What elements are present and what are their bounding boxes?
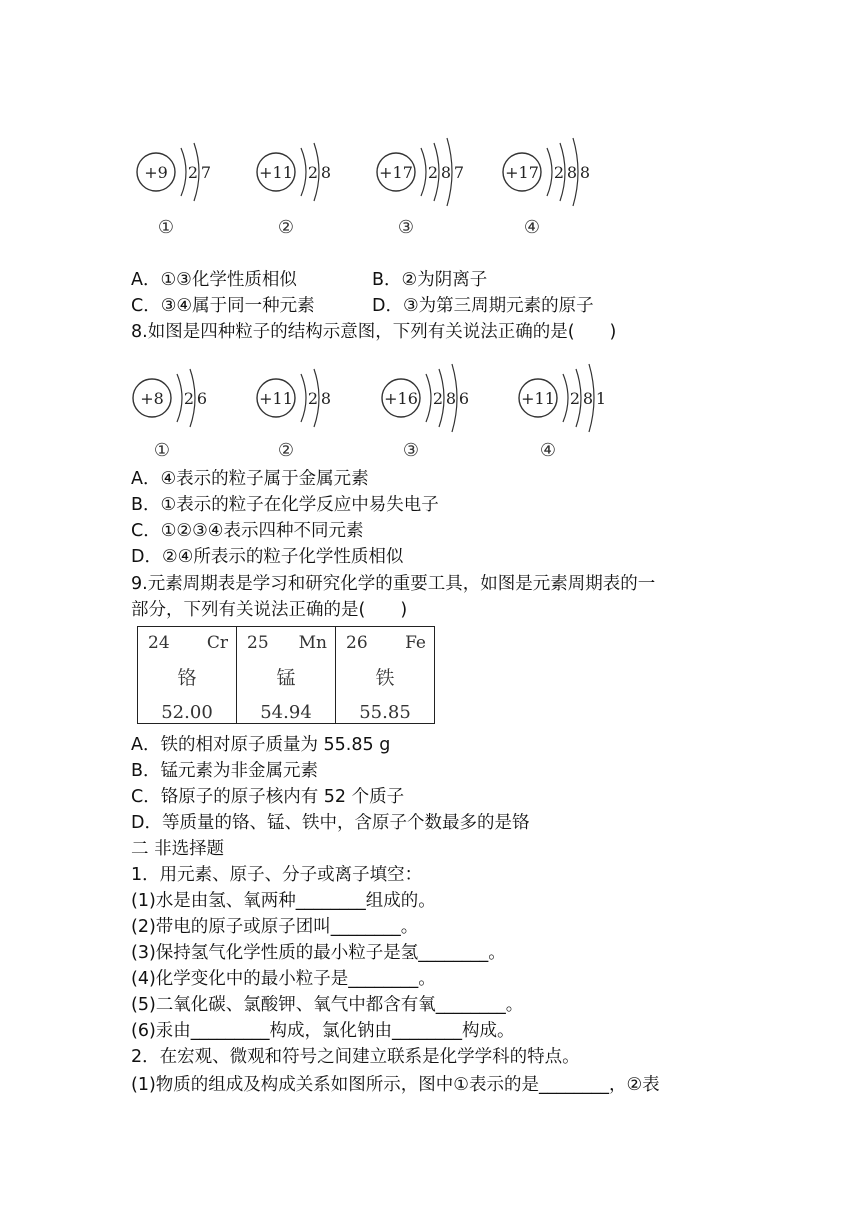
- shell-electron-count: 2: [432, 389, 444, 408]
- p1-item-2: (2)带电的原子或原子团叫________。: [131, 917, 419, 937]
- element-number: 26: [346, 633, 368, 653]
- nucleus-charge: +17: [379, 163, 413, 182]
- electron-shell-arc: [301, 374, 306, 422]
- diagram-label: ④: [539, 440, 557, 461]
- atom-diagram: [382, 364, 469, 461]
- shell-electron-count: 2: [553, 163, 565, 182]
- q7-atom-diagrams: [120, 125, 640, 245]
- periodic-table-fragment: [137, 626, 435, 724]
- diagram-label: ②: [277, 217, 295, 238]
- element-name: 锰: [276, 667, 296, 689]
- shell-electron-count: 2: [183, 389, 195, 408]
- p1-item-1: (1)水是由氢、氧两种________组成的。: [131, 891, 436, 911]
- nucleus-charge: +9: [144, 163, 168, 182]
- p1-item-6: (6)汞由_________构成，氯化钠由________构成。: [131, 1021, 515, 1041]
- q9-option-b[interactable]: B．锰元素为非金属元素: [131, 761, 319, 781]
- section-heading: 二 非选择题: [131, 839, 225, 859]
- atom-diagram: [257, 369, 331, 461]
- q8-option-b[interactable]: B．①表示的粒子在化学反应中易失电子: [131, 495, 439, 515]
- electron-shell-arc: [547, 148, 552, 196]
- shell-electron-count: 8: [320, 163, 332, 182]
- atom-diagram: [257, 143, 331, 238]
- electron-shell-arc: [177, 374, 182, 422]
- electron-shell-arc: [181, 148, 186, 196]
- element-mass: 52.00: [161, 702, 213, 723]
- p1-stem: 1．用元素、原子、分子或离子填空：: [131, 865, 423, 885]
- q7-option-a[interactable]: A．①③化学性质相似: [131, 270, 297, 290]
- q9-stem-line-2: 部分，下列有关说法正确的是( ): [131, 600, 408, 620]
- shell-electron-count: 2: [307, 163, 319, 182]
- shell-electron-count: 8: [579, 163, 591, 182]
- q7-option-b[interactable]: B．②为阴离子: [372, 270, 488, 290]
- element-cell-fe: [336, 627, 435, 724]
- diagram-label: ①: [153, 440, 171, 461]
- element-name: 铬: [177, 667, 197, 689]
- electron-shell-arc: [301, 148, 306, 196]
- diagram-label: ②: [277, 440, 295, 461]
- p1-item-4: (4)化学变化中的最小粒子是________。: [131, 969, 436, 989]
- electron-shell-arc: [563, 374, 568, 422]
- shell-electron-count: 8: [320, 389, 332, 408]
- element-number: 25: [247, 633, 269, 653]
- element-number: 24: [148, 633, 170, 653]
- q7-option-c[interactable]: C．③④属于同一种元素: [131, 296, 315, 316]
- electron-shell-arc: [426, 374, 431, 422]
- element-cell-mn: [237, 627, 336, 724]
- electron-shell-arc: [421, 148, 426, 196]
- element-cell-cr: [138, 627, 237, 724]
- element-mass: 55.85: [359, 702, 411, 723]
- element-symbol: Mn: [298, 633, 327, 653]
- q7-option-row-1: [131, 268, 488, 292]
- diagram-label: ④: [523, 217, 541, 238]
- nucleus-charge: +17: [505, 163, 539, 182]
- shell-electron-count: 7: [453, 163, 465, 182]
- diagram-label: ③: [397, 217, 415, 238]
- q9-option-a[interactable]: A．铁的相对原子质量为 55.85 g: [131, 735, 391, 755]
- atom-diagram: [503, 138, 590, 238]
- q8-atom-diagrams: [120, 348, 640, 466]
- nucleus-charge: +11: [521, 389, 555, 408]
- q8-option-a[interactable]: A．④表示的粒子属于金属元素: [131, 469, 369, 489]
- shell-electron-count: 8: [582, 389, 594, 408]
- shell-electron-count: 6: [458, 389, 470, 408]
- shell-electron-count: 2: [569, 389, 581, 408]
- q9-stem-line-1: 9.元素周期表是学习和研究化学的重要工具，如图是元素周期表的一: [131, 574, 656, 594]
- shell-electron-count: 2: [427, 163, 439, 182]
- diagram-label: ③: [402, 440, 420, 461]
- shell-electron-count: 8: [445, 389, 457, 408]
- diagram-label: ①: [157, 217, 175, 238]
- atom-diagram: [137, 143, 211, 238]
- shell-electron-count: 8: [566, 163, 578, 182]
- p1-item-3: (3)保持氢气化学性质的最小粒子是氢________。: [131, 943, 506, 963]
- atom-diagram: [519, 364, 606, 461]
- p2-item-1: (1)物质的组成及构成关系如图所示，图中①表示的是________，②表: [131, 1075, 660, 1095]
- p2-stem: 2．在宏观、微观和符号之间建立联系是化学学科的特点。: [131, 1047, 580, 1067]
- q7-option-row-2: [131, 294, 594, 318]
- shell-electron-count: 2: [307, 389, 319, 408]
- shell-electron-count: 2: [187, 163, 199, 182]
- nucleus-charge: +11: [259, 163, 293, 182]
- q7-option-d[interactable]: D．③为第三周期元素的原子: [372, 296, 594, 316]
- q8-option-d[interactable]: D．②④所表示的粒子化学性质相似: [131, 547, 404, 567]
- shell-electron-count: 8: [440, 163, 452, 182]
- element-symbol: Fe: [405, 633, 426, 653]
- shell-electron-count: 6: [196, 389, 208, 408]
- nucleus-charge: +11: [259, 389, 293, 408]
- atom-diagram: [133, 369, 207, 461]
- q8-stem: 8.如图是四种粒子的结构示意图，下列有关说法正确的是( ): [131, 322, 617, 342]
- q8-option-c[interactable]: C．①②③④表示四种不同元素: [131, 521, 364, 541]
- element-name: 铁: [375, 667, 395, 689]
- p1-item-5: (5)二氧化碳、氯酸钾、氧气中都含有氧________。: [131, 995, 524, 1015]
- q9-option-c[interactable]: C．铬原子的原子核内有 52 个质子: [131, 787, 405, 807]
- nucleus-charge: +8: [140, 389, 164, 408]
- nucleus-charge: +16: [384, 389, 418, 408]
- element-mass: 54.94: [260, 702, 312, 723]
- element-symbol: Cr: [206, 633, 228, 653]
- atom-diagram: [377, 138, 464, 238]
- q9-option-d[interactable]: D．等质量的铬、锰、铁中，含原子个数最多的是铬: [131, 813, 530, 833]
- shell-electron-count: 1: [595, 389, 607, 408]
- shell-electron-count: 7: [200, 163, 212, 182]
